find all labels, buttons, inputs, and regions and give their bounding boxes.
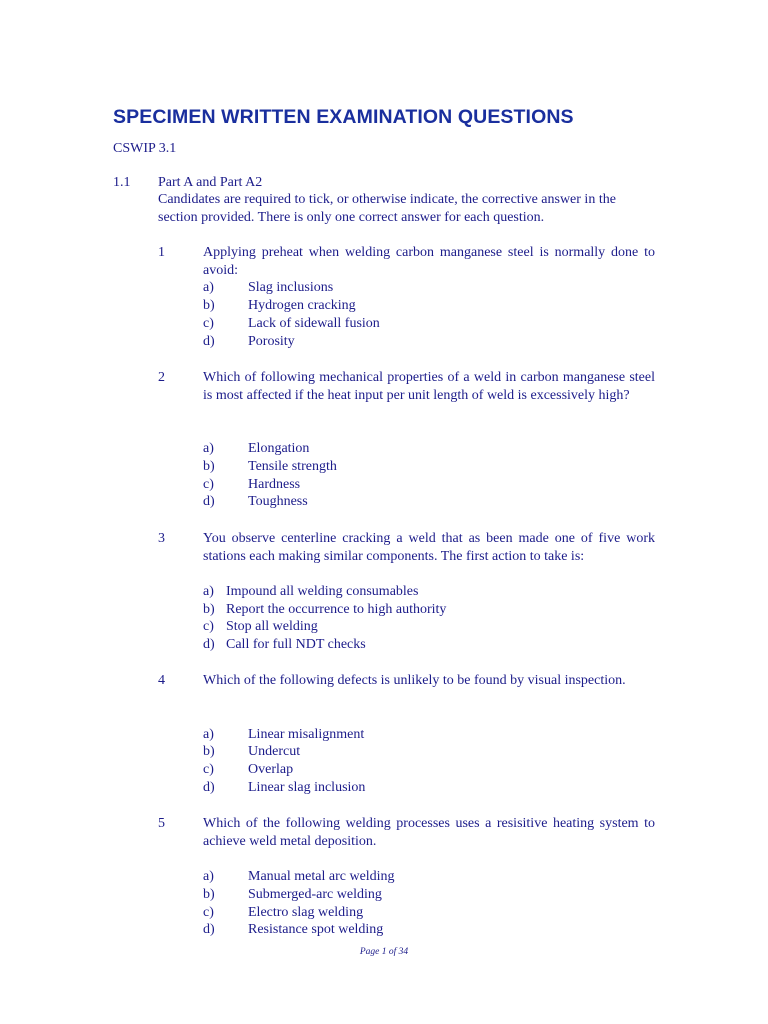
section-heading: Part A and Part A2: [158, 175, 263, 190]
option-text[interactable]: Overlap: [248, 762, 294, 777]
page-footer: Page 1 of 34: [359, 947, 409, 957]
option-key: c): [203, 762, 214, 777]
option-text[interactable]: Electro slag welding: [248, 905, 364, 920]
option-key: a): [203, 727, 214, 742]
option-text[interactable]: Impound all welding consumables: [226, 584, 419, 599]
question-text: Applying preheat when welding carbon manganese steel is normally done to avoid:: [203, 245, 655, 278]
question-number: 3: [158, 531, 165, 546]
question-text: Which of the following defects is unlikely to be found by visual inspection.: [203, 673, 626, 688]
question-number: 4: [158, 673, 165, 688]
option-key: b): [203, 459, 215, 474]
option-key: c): [203, 905, 214, 920]
option-text[interactable]: Undercut: [248, 744, 301, 759]
option-text[interactable]: Linear slag inclusion: [248, 780, 366, 795]
option-text[interactable]: Porosity: [248, 334, 295, 349]
option-text[interactable]: Lack of sidewall fusion: [248, 316, 380, 331]
option-key: c): [203, 316, 214, 331]
option-text[interactable]: Hydrogen cracking: [248, 298, 356, 313]
option-key: c): [203, 619, 214, 634]
option-text[interactable]: Slag inclusions: [248, 280, 334, 295]
question-number: 1: [158, 245, 165, 260]
option-text[interactable]: Submerged-arc welding: [248, 887, 382, 902]
option-text[interactable]: Report the occurrence to high authority: [226, 602, 447, 617]
page-title: SPECIMEN WRITTEN EXAMINATION QUESTIONS: [113, 106, 574, 128]
section-intro: Candidates are required to tick, or otherwise indicate, the corrective answer in the section provided. There is only one correct answer for each question.: [158, 192, 616, 225]
option-text[interactable]: Resistance spot welding: [248, 922, 384, 937]
option-text[interactable]: Elongation: [248, 441, 310, 456]
option-text[interactable]: Manual metal arc welding: [248, 869, 395, 884]
option-key: d): [203, 334, 215, 349]
option-text[interactable]: Call for full NDT checks: [226, 637, 366, 652]
document-subtitle: CSWIP 3.1: [113, 141, 177, 156]
question-text: You observe centerline cracking a weld that as been made one of five work stations each making similar components. The first action to take is:: [203, 531, 655, 564]
question-number: 2: [158, 370, 165, 385]
option-key: b): [203, 298, 215, 313]
option-key: a): [203, 441, 214, 456]
option-key: a): [203, 280, 214, 295]
option-key: d): [203, 922, 215, 937]
option-key: a): [203, 869, 214, 884]
section-number: 1.1: [113, 175, 131, 190]
option-key: b): [203, 887, 215, 902]
option-key: d): [203, 780, 215, 795]
option-text[interactable]: Toughness: [248, 494, 308, 509]
option-key: d): [203, 637, 215, 652]
option-text[interactable]: Stop all welding: [226, 619, 318, 634]
option-key: b): [203, 602, 215, 617]
option-key: d): [203, 494, 215, 509]
question-text: Which of the following welding processes uses a resisitive heating system to achieve weld metal deposition.: [203, 816, 655, 849]
option-text[interactable]: Linear misalignment: [248, 727, 365, 742]
option-key: a): [203, 584, 214, 599]
option-key: b): [203, 744, 215, 759]
question-text: Which of following mechanical properties of a weld in carbon manganese steel is most affected if the heat input per unit length of weld is excessively high?: [203, 370, 655, 403]
question-number: 5: [158, 816, 165, 831]
option-text[interactable]: Tensile strength: [248, 459, 337, 474]
option-text[interactable]: Hardness: [248, 477, 301, 492]
option-key: c): [203, 477, 214, 492]
